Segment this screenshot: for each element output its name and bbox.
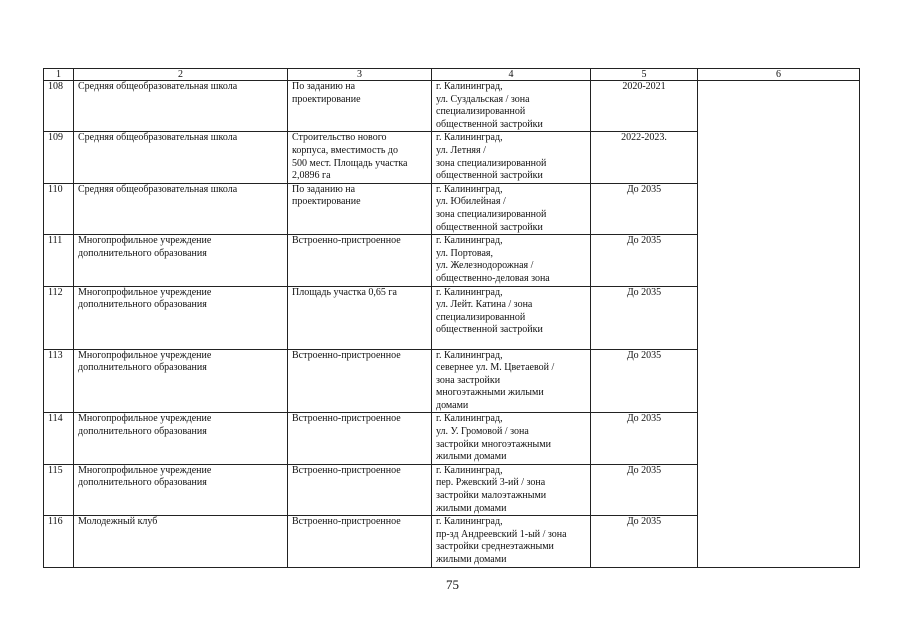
page-number: 75 [446,577,459,592]
object-description: Площадь участка 0,65 га [288,286,432,349]
object-name: Многопрофильное учреждение дополнительного образования [74,349,288,413]
object-name: Многопрофильное учреждение дополнительного образования [74,464,288,515]
header-cell: 4 [432,69,591,81]
object-address: г. Калининград, пр-зд Андреевский 1-ый / зона застройки среднеэтажными жилыми домами [432,516,591,567]
header-cell: 3 [288,69,432,81]
header-cell: 1 [44,69,74,81]
object-name: Многопрофильное учреждение дополнительного образования [74,235,288,286]
object-address: г. Калининград, ул. Суздальская / зона специализированной общественной застройки [432,81,591,132]
object-description: Встроенно-пристроенное [288,349,432,413]
object-description: Встроенно-пристроенное [288,413,432,464]
object-address: г. Калининград, ул. Юбилейная / зона специализированной общественной застройки [432,183,591,234]
row-number: 115 [44,464,74,515]
object-name: Средняя общеобразовательная школа [74,81,288,132]
object-name: Средняя общеобразовательная школа [74,132,288,183]
object-address: г. Калининград, ул. Летняя / зона специализированной общественной застройки [432,132,591,183]
object-description: По заданию на проектирование [288,81,432,132]
object-address: г. Калининград, пер. Ржевский 3-ий / зона застройки малоэтажными жилыми домами [432,464,591,515]
object-address: г. Калининград, ул. Портовая, ул. Железнодорожная / общественно-деловая зона [432,235,591,286]
object-period: До 2035 [591,349,698,413]
object-period: До 2035 [591,516,698,567]
table-body [44,81,860,568]
table-row [44,81,860,132]
document-table [43,68,860,568]
row-number: 112 [44,286,74,349]
header-cell: 2 [74,69,288,81]
object-description: Встроенно-пристроенное [288,235,432,286]
object-address: г. Калининград, ул. У. Громовой / зона застройки многоэтажными жилыми домами [432,413,591,464]
column-6-empty [698,81,860,568]
header-cell: 6 [698,69,860,81]
object-name: Многопрофильное учреждение дополнительного образования [74,286,288,349]
object-name: Молодежный клуб [74,516,288,567]
header-cell: 5 [591,69,698,81]
header-row [44,69,860,81]
row-number: 116 [44,516,74,567]
row-number: 110 [44,183,74,234]
row-number: 114 [44,413,74,464]
object-period: До 2035 [591,183,698,234]
object-period: До 2035 [591,286,698,349]
row-number: 113 [44,349,74,413]
object-address: г. Калининград, севернее ул. М. Цветаевой / зона застройки многоэтажными жилыми домами [432,349,591,413]
row-number: 108 [44,81,74,132]
row-number: 111 [44,235,74,286]
row-number: 109 [44,132,74,183]
object-description: Встроенно-пристроенное [288,516,432,567]
object-period: До 2035 [591,464,698,515]
object-description: Строительство нового корпуса, вместимость до 500 мест. Площадь участка 2,0896 га [288,132,432,183]
object-name: Многопрофильное учреждение дополнительного образования [74,413,288,464]
object-description: По заданию на проектирование [288,183,432,234]
object-period: 2022-2023. [591,132,698,183]
object-period: До 2035 [591,235,698,286]
object-period: 2020-2021 [591,81,698,132]
object-name: Средняя общеобразовательная школа [74,183,288,234]
object-period: До 2035 [591,413,698,464]
object-description: Встроенно-пристроенное [288,464,432,515]
object-address: г. Калининград, ул. Лейт. Катина / зона специализированной общественной застройки [432,286,591,349]
